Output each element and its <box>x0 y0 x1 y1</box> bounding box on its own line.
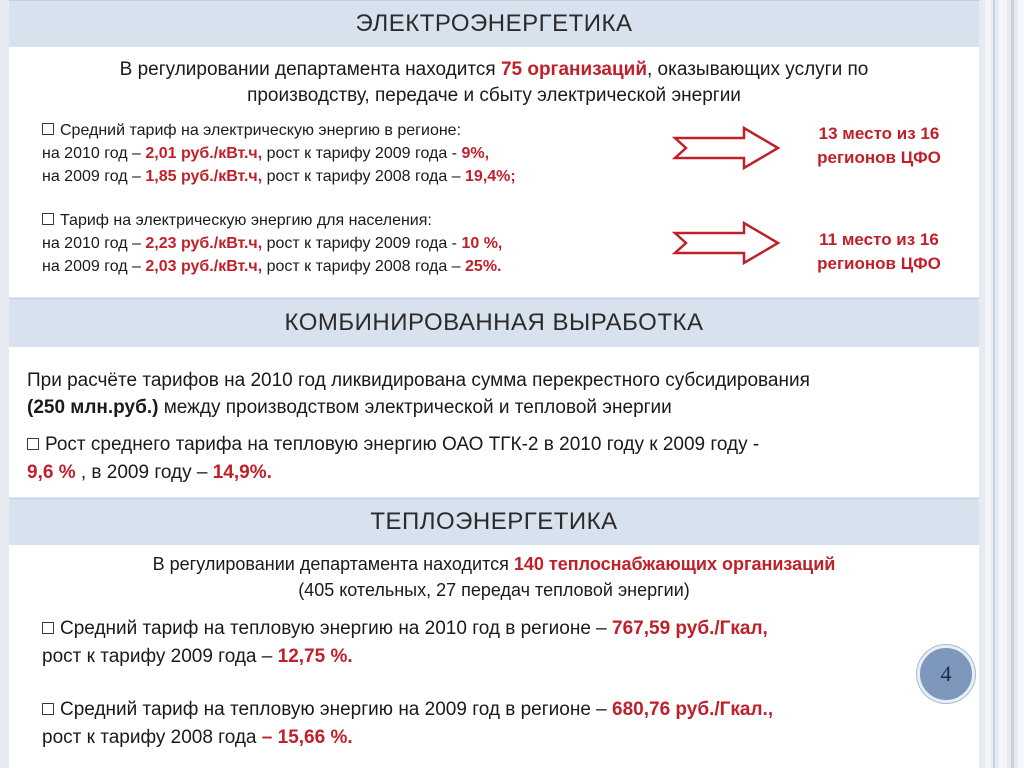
cross-subsidy-paragraph: При расчёте тарифов на 2010 год ликвидирована сумма перекрестного субсидирования (250 млн.руб.) между производством электрической и тепловой энергии <box>27 370 810 418</box>
right-arrow-icon <box>672 220 782 266</box>
section-title-heat-text: ТЕПЛОЭНЕРГЕТИКА <box>370 508 618 535</box>
electro-rank-1: 13 место из 16 регионов ЦФО <box>817 124 941 167</box>
heat-panel <box>9 545 979 768</box>
right-arrow-icon <box>672 125 782 171</box>
checkbox-bullet-icon <box>42 123 54 135</box>
electro-intro: В регулировании департамента находится 75 организаций, оказывающих услуги по производству, передаче и сбыту электрической энергии <box>119 59 869 106</box>
page-number-badge <box>917 645 975 703</box>
tgk2-growth-paragraph: Рост среднего тарифа на тепловую энергию ОАО ТГК-2 в 2010 году к 2009 году - 9,6 % , в 2009 году – 14,9%. <box>27 434 760 483</box>
section-title-combined-text: КОМБИНИРОВАННАЯ ВЫРАБОТКА <box>284 309 704 336</box>
section-title-heat <box>9 498 979 546</box>
population-tariff-block: Тариф на электрическую энергию для населения: на 2010 год – 2,23 руб./кВт.ч, рост к тарифу 2009 года - 10 %, на 2009 год – 2,03 руб./кВт.ч, рост к тарифу 2008 года – 25%. <box>42 212 503 275</box>
checkbox-bullet-icon <box>27 438 39 450</box>
electro-rank-2: 11 место из 16 регионов ЦФО <box>817 230 941 273</box>
electro-tariff-block: Средний тариф на электрическую энергию в регионе: на 2010 год – 2,01 руб./кВт.ч, рост к тарифу 2009 года - 9%, на 2009 год – 1,85 руб./кВт.ч, рост к тарифу 2008 года – 19,4%; <box>42 122 516 185</box>
section-title-combined <box>9 298 979 348</box>
heat-tariff-2010: Средний тариф на тепловую энергию на 2010 год в регионе – 767,59 руб./Гкал, рост к тарифу 2009 года – 12,75 %. <box>42 618 768 667</box>
heat-tariff-2009: Средний тариф на тепловую энергию на 2009 год в регионе – 680,76 руб./Гкал., рост к тарифу 2008 года – 15,66 %. <box>42 699 774 748</box>
heat-intro: В регулировании департамента находится 140 теплоснабжающих организаций (405 котельных, 27 передач тепловой энергии) <box>152 554 836 600</box>
electro-panel <box>9 47 979 297</box>
section-title-electro-text: ЭЛЕКТРОЭНЕРГЕТИКА <box>355 10 633 37</box>
checkbox-bullet-icon <box>42 622 54 634</box>
combined-panel <box>9 347 979 497</box>
checkbox-bullet-icon <box>42 703 54 715</box>
checkbox-bullet-icon <box>42 213 54 225</box>
decorative-stripes <box>985 0 1024 768</box>
page-number: 4 <box>940 661 952 686</box>
section-title-electro <box>9 0 979 48</box>
